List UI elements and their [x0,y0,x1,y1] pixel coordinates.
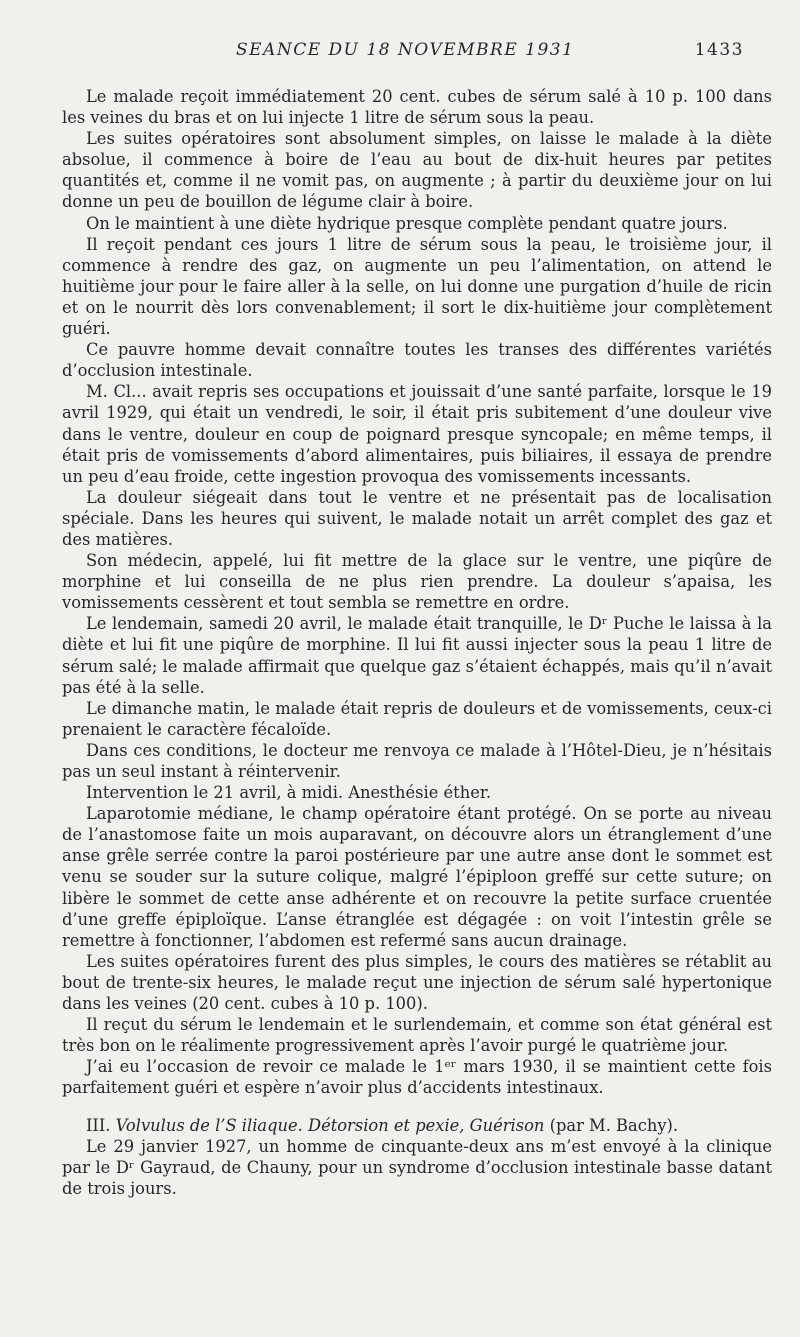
body-text [62,86,772,1199]
paragraph: Le dimanche matin, le malade était repris de douleurs et de vomissements, ceux-ci prenaient le caractère fécaloïde. [62,698,772,739]
header-title: SEANCE DU 18 NOVEMBRE 1931 [236,40,575,60]
section-heading [62,1115,772,1136]
paragraph: Dans ces conditions, le docteur me renvoya ce malade à l’Hôtel-Dieu, je n’hésitais pas un seul instant à réintervenir. [62,740,772,781]
section-title: Volvulus de l’S iliaque. Détorsion et pexie, Guérison [115,1115,545,1135]
section-number: III. [86,1115,111,1135]
paragraph: Intervention le 21 avril, à midi. Anesthésie éther. [86,783,492,803]
paragraph: J’ai eu l’occasion de revoir ce malade le 1ᵉʳ mars 1930, il se maintient cette fois parfaitement guéri et espère n’avoir plus d’accidents intestinaux. [62,1057,772,1098]
paragraph: On le maintient à une diète hydrique presque complète pendant quatre jours. [86,213,728,233]
paragraph: Son médecin, appelé, lui fit mettre de la glace sur le ventre, une piqûre de morphine et lui conseilla de ne plus rien prendre. La douleur s’apaisa, les vomissements cessèrent et tout sembla se remettre en ordre. [62,551,772,613]
paragraph: Il reçoit pendant ces jours 1 litre de sérum sous la peau, le troisième jour, il commence à rendre des gaz, on augmente un peu l’alimentation, on attend le huitième jour pour le faire aller à la selle, on lui donne une purgation d’huile de ricin et on le nourrit dès lors convenablement; il sort le dix-huitième jour complètement guéri. [62,234,772,339]
section-author: (par M. Bachy). [549,1115,679,1135]
paragraph: Le malade reçoit immédiatement 20 cent. cubes de sérum salé à 10 p. 100 dans les veines du bras et on lui injecte 1 litre de sérum sous la peau. [62,87,772,128]
paragraph: Les suites opératoires sont absolument simples, on laisse le malade à la diète absolue, il commence à boire de l’eau au bout de dix-huit heures par petites quantités et, comme il ne vomit pas, on augmente ; à partir du deuxième jour on lui donne un peu de bouillon de légume clair à boire. [62,129,772,212]
paragraph: M. Cl... avait repris ses occupations et jouissait d’une santé parfaite, lorsque le 19 avril 1929, qui était un vendredi, le soir, il était pris subitement d’une douleur vive dans le ventre, douleur en coup de poignard presque syncopale; en même temps, il était pris de vomissements d’abord alimentaires, puis biliaires, il essaya de prendre un peu d’eau froide, cette ingestion provoqua des vomissements incessants. [62,382,772,486]
paragraph: La douleur siégeait dans tout le ventre et ne présentait pas de localisation spéciale. Dans les heures qui suivent, le malade notait un arrêt complet des gaz et des matières. [62,487,772,549]
page-number: 1433 [694,40,744,60]
paragraph: Le 29 janvier 1927, un homme de cinquante-deux ans m’est envoyé à la clinique par le Dʳ Gayraud, de Chauny, pour un syndrome d’occlusion intestinale basse datant de trois jours. [62,1136,772,1198]
paragraph: Les suites opératoires furent des plus simples, le cours des matières se rétablit au bout de trente-six heures, le malade reçut une injection de sérum salé hypertonique dans les veines (20 cent. cubes à 10 p. 100). [62,951,772,1014]
paragraph: Ce pauvre homme devait connaître toutes les transes des différentes variétés d’occlusion intestinale. [62,340,772,381]
paragraph: Laparotomie médiane, le champ opératoire étant protégé. On se porte au niveau de l’anastomose faite un mois auparavant, on découvre alors un étranglement d’une anse grêle serrée contre la paroi postérieure par une autre anse dont le sommet est venu se souder sur la suture colique, malgré l’épiploon greffé sur cette suture; on libère le sommet de cette anse adhérente et on recouvre la petite surface cruentée d’une greffe épiploïque. L’anse étranglée est dégagée : on voit l’intestin grêle se remettre à fonctionner, l’abdomen est refermé sans aucun drainage. [62,804,772,950]
paragraph: Il reçut du sérum le lendemain et le surlendemain, et comme son état général est très bon on le réalimente progressivement après l’avoir purgé le quatrième jour. [62,1015,772,1056]
paragraph: Le lendemain, samedi 20 avril, le malade était tranquille, le Dʳ Puche le laissa à la diète et lui fit une piqûre de morphine. Il lui fit aussi injecter sous la peau 1 litre de sérum salé; le malade affirmait que quelque gaz s’étaient échappés, mais qu’il n’avait pas été à la selle. [62,614,772,697]
